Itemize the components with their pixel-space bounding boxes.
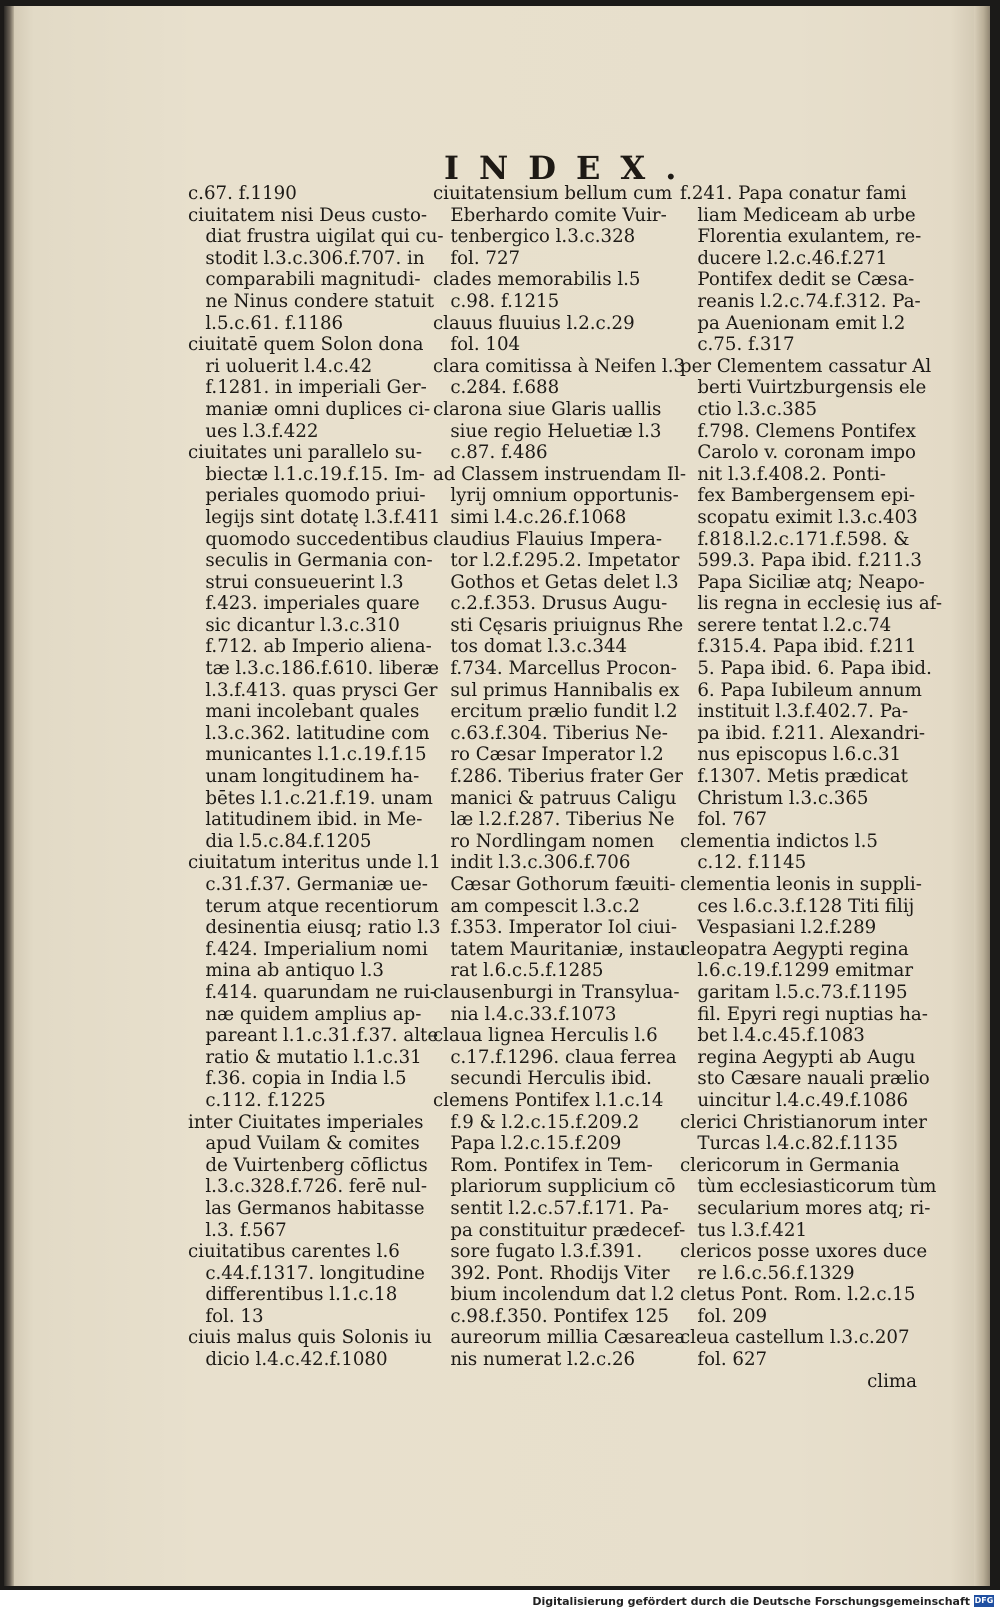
- index-line: Papa Siciliæ atq; Neapo-: [680, 571, 925, 593]
- index-line: fol. 727: [433, 247, 521, 269]
- index-line: lyrij omnium opportunis-: [433, 485, 679, 507]
- index-line: scopatu eximit l.3.c.403: [680, 506, 918, 528]
- index-line: 6. Papa Iubileum annum: [680, 679, 922, 701]
- index-line: latitudinem ibid. in Me-: [188, 809, 423, 831]
- index-line: fol. 13: [188, 1305, 264, 1327]
- index-line: tæ l.3.c.186.f.610. liberæ: [188, 658, 439, 680]
- dfg-logo-icon: DFG: [974, 1596, 994, 1605]
- index-line: c.63.f.304. Tiberius Ne-: [433, 722, 668, 744]
- index-line: tus l.3.f.421: [680, 1219, 808, 1241]
- index-line: desinentia eiusq; ratio l.3: [188, 917, 441, 939]
- index-line: apud Vuilam & comites: [188, 1133, 420, 1155]
- index-line: 599.3. Papa ibid. f.211.3: [680, 550, 922, 572]
- index-line: seculis in Germania con-: [188, 550, 433, 572]
- index-line: l.3.c.362. latitudine com: [188, 722, 430, 744]
- index-line: l.3.f.413. quas prysci Ger: [188, 679, 438, 701]
- index-line: inter Ciuitates imperiales: [188, 1111, 424, 1133]
- index-line: ciuis malus quis Solonis iu: [188, 1327, 433, 1349]
- index-line: c.98. f.1215: [433, 290, 560, 312]
- index-line: secularium mores atq; ri-: [680, 1197, 931, 1219]
- index-line: sul primus Hannibalis ex: [433, 679, 680, 701]
- index-line: læ l.2.f.287. Tiberius Ne: [433, 809, 675, 831]
- index-column-1: [188, 183, 444, 1371]
- index-line: tos domat l.3.c.344: [433, 636, 628, 658]
- index-line: ciuitatibus carentes l.6: [188, 1241, 400, 1263]
- index-line: f.734. Marcellus Procon-: [433, 658, 677, 680]
- page-header: INDEX.: [444, 149, 697, 187]
- index-line: comparabili magnitudi-: [188, 269, 421, 291]
- index-line: sore fugato l.3.f.391.: [433, 1241, 643, 1263]
- index-line: tatem Mauritaniæ, instau: [433, 938, 687, 960]
- index-line: clementia indictos l.5: [680, 830, 878, 852]
- index-line: ues l.3.f.422: [188, 420, 319, 442]
- index-line: fex Bambergensem epi-: [680, 485, 916, 507]
- index-line: c.98.f.350. Pontifex 125: [433, 1305, 669, 1327]
- index-line: clauus fluuius l.2.c.29: [433, 312, 635, 334]
- index-line: f.315.4. Papa ibid. f.211: [680, 636, 917, 658]
- index-line: clericorum in Germania: [680, 1154, 900, 1176]
- index-line: Eberhardo comite Vuir-: [433, 204, 667, 226]
- index-line: rat l.6.c.5.f.1285: [433, 960, 604, 982]
- index-line: claudius Flauius Impera-: [433, 528, 663, 550]
- index-line: c.2.f.353. Drusus Augu-: [433, 593, 668, 615]
- index-line: differentibus l.1.c.18: [188, 1284, 398, 1306]
- index-line: cleua castellum l.3.c.207: [680, 1327, 910, 1349]
- index-line: clemens Pontifex l.1.c.14: [433, 1089, 664, 1111]
- index-line: maniæ omni duplices ci-: [188, 398, 431, 420]
- index-line: clara comitissa à Neifen l.3: [433, 355, 686, 377]
- index-line: c.67. f.1190: [188, 183, 297, 204]
- index-line: per Clementem cassatur Al: [680, 355, 932, 377]
- index-line: f.286. Tiberius frater Ger: [433, 766, 683, 788]
- index-line: c.44.f.1317. longitudine: [188, 1262, 425, 1284]
- index-line: biectæ l.1.c.19.f.15. Im-: [188, 463, 425, 485]
- index-line: ciuitatum interitus unde l.1: [188, 852, 441, 874]
- index-line: c.17.f.1296. claua ferrea: [433, 1046, 677, 1068]
- index-line: f.818.l.2.c.171.f.598. &: [680, 528, 910, 550]
- index-line: tenbergico l.3.c.328: [433, 226, 636, 248]
- index-line: ciuitatem nisi Deus custo-: [188, 204, 428, 226]
- index-line: Gothos et Getas delet l.3: [433, 571, 679, 593]
- index-line: instituit l.3.f.402.7. Pa-: [680, 701, 909, 723]
- index-line: Cæsar Gothorum fæuiti-: [433, 874, 676, 895]
- index-line: nis numerat l.2.c.26: [433, 1349, 636, 1371]
- index-line: secundi Herculis ibid.: [433, 1068, 652, 1090]
- index-line: siue regio Heluetiæ l.3: [433, 420, 662, 442]
- index-line: c.12. f.1145: [680, 852, 807, 874]
- index-line: Pontifex dedit se Cæsa-: [680, 269, 915, 291]
- index-line: Carolo v. coronam impo: [680, 442, 916, 464]
- index-line: plariorum supplicium cō: [433, 1176, 676, 1198]
- index-line: sic dicantur l.3.c.310: [188, 614, 400, 636]
- index-line: re l.6.c.56.f.1329: [680, 1262, 855, 1284]
- index-line: berti Vuirtzburgensis ele: [680, 377, 927, 399]
- index-line: f.9 & l.2.c.15.f.209.2: [433, 1111, 640, 1133]
- index-line: cletus Pont. Rom. l.2.c.15: [680, 1284, 916, 1306]
- index-line: f.424. Imperialium nomi: [188, 938, 428, 960]
- index-line: ces l.6.c.3.f.128 Titi filij: [680, 895, 915, 917]
- index-line: pa Auenionam emit l.2: [680, 312, 906, 334]
- index-line: pareant l.1.c.31.f.37. alte: [188, 1025, 439, 1047]
- index-line: ctio l.3.c.385: [680, 398, 818, 420]
- index-line: legijs sint dotatę l.3.f.411: [188, 506, 441, 528]
- index-line: ciuitatensium bellum cum: [433, 183, 673, 204]
- index-line: 392. Pont. Rhodijs Viter: [433, 1262, 670, 1284]
- index-line: fol. 209: [680, 1305, 768, 1327]
- index-column-3: [680, 183, 942, 1392]
- index-line: l.6.c.19.f.1299 emitmar: [680, 960, 914, 982]
- index-line: mina ab antiquo l.3: [188, 960, 384, 982]
- index-line: c.87. f.486: [433, 442, 548, 464]
- index-line: sentit l.2.c.57.f.171. Pa-: [433, 1197, 669, 1219]
- index-line: ri uoluerit l.4.c.42: [188, 355, 373, 377]
- index-line: f.423. imperiales quare: [188, 593, 420, 615]
- index-line: am compescit l.3.c.2: [433, 895, 640, 917]
- index-line: f.36. copia in India l.5: [188, 1068, 407, 1090]
- index-line: f.353. Imperator Iol ciui-: [433, 917, 678, 939]
- index-line: lis regna in ecclesię ius af-: [680, 593, 942, 615]
- catchword: clima: [867, 1370, 917, 1392]
- index-line: reanis l.2.c.74.f.312. Pa-: [680, 290, 921, 312]
- index-line: ducere l.2.c.46.f.271: [680, 247, 888, 269]
- index-line: sti Cęsaris priuignus Rhe: [433, 614, 684, 636]
- index-line: Vespasiani l.2.f.289: [680, 917, 877, 939]
- index-line: ro Cæsar Imperator l.2: [433, 744, 664, 766]
- index-line: cleopatra Aegypti regina: [680, 938, 909, 960]
- index-line: municantes l.1.c.19.f.15: [188, 744, 427, 766]
- index-line: Florentia exulantem, re-: [680, 226, 922, 248]
- index-line: ratio & mutatio l.1.c.31: [188, 1046, 422, 1068]
- page-edge: [974, 6, 990, 1586]
- index-line: f.1281. in imperiali Ger-: [188, 377, 427, 399]
- index-line: Rom. Pontifex in Tem-: [433, 1154, 653, 1176]
- index-line: clementia leonis in suppli-: [680, 874, 922, 895]
- index-line: clarona siue Glaris uallis: [433, 398, 662, 420]
- index-line: manici & patruus Caligu: [433, 787, 677, 809]
- index-line: c.31.f.37. Germaniæ ue-: [188, 874, 428, 895]
- index-line: ne Ninus condere statuit: [188, 290, 435, 312]
- index-line: sto Cæsare nauali prælio: [680, 1068, 930, 1090]
- index-line: serere tentat l.2.c.74: [680, 614, 892, 636]
- index-line: uincitur l.4.c.49.f.1086: [680, 1089, 909, 1111]
- index-line: periales quomodo priui-: [188, 485, 426, 507]
- index-line: clades memorabilis l.5: [433, 269, 641, 291]
- index-line: ciuitates uni parallelo su-: [188, 442, 423, 464]
- index-line: ciuitatē quem Solon dona: [188, 334, 424, 356]
- index-line: quomodo succedentibus: [188, 528, 429, 550]
- index-line: ercitum prælio fundit l.2: [433, 701, 678, 723]
- index-line: garitam l.5.c.73.f.1195: [680, 981, 908, 1003]
- index-line: f.798. Clemens Pontifex: [680, 420, 916, 442]
- index-line: f.241. Papa conatur fami: [680, 183, 907, 204]
- index-line: tor l.2.f.295.2. Impetator: [433, 550, 680, 572]
- index-line: strui consueuerint l.3: [188, 571, 404, 593]
- index-line: nit l.3.f.408.2. Ponti-: [680, 463, 886, 485]
- index-line: stodit l.3.c.306.f.707. in: [188, 247, 425, 269]
- index-line: Papa l.2.c.15.f.209: [433, 1133, 622, 1155]
- index-line: de Vuirtenberg cōflictus: [188, 1154, 428, 1176]
- digitization-credit: Digitalisierung gefördert durch die Deutsche Forschungsgemeinschaft: [532, 1595, 970, 1608]
- index-line: las Germanos habitasse: [188, 1197, 425, 1219]
- index-line: clericos posse uxores duce: [680, 1241, 928, 1263]
- index-line: fil. Epyri regi nuptias ha-: [680, 1003, 928, 1025]
- index-line: diat frustra uigilat qui cu-: [188, 226, 444, 248]
- index-line: Turcas l.4.c.82.f.1135: [680, 1133, 899, 1155]
- index-line: næ quidem amplius ap-: [188, 1003, 422, 1025]
- index-column-2: [433, 183, 687, 1371]
- index-line: nia l.4.c.33.f.1073: [433, 1003, 617, 1025]
- index-line: unam longitudinem ha-: [188, 766, 420, 788]
- index-line: fol. 627: [680, 1349, 768, 1371]
- index-line: l.3. f.567: [188, 1219, 287, 1241]
- index-line: simi l.4.c.26.f.1068: [433, 506, 627, 528]
- index-line: c.284. f.688: [433, 377, 560, 399]
- index-line: pa ibid. f.211. Alexandri-: [680, 722, 926, 744]
- book-spine: [4, 6, 14, 1586]
- index-line: claua lignea Herculis l.6: [433, 1025, 658, 1047]
- index-line: bet l.4.c.45.f.1083: [680, 1025, 865, 1047]
- index-line: indit l.3.c.306.f.706: [433, 852, 631, 874]
- index-line: nus episcopus l.6.c.31: [680, 744, 902, 766]
- index-line: regina Aegypti ab Augu: [680, 1046, 916, 1068]
- index-line: l.5.c.61. f.1186: [188, 312, 344, 334]
- index-line: f.414. quarundam ne rui-: [188, 981, 436, 1003]
- index-line: c.75. f.317: [680, 334, 795, 356]
- index-line: ro Nordlingam nomen: [433, 830, 655, 852]
- index-line: tùm ecclesiasticorum tùm: [680, 1176, 937, 1198]
- index-line: ad Classem instruendam Il-: [433, 463, 687, 485]
- index-line: bētes l.1.c.21.f.19. unam: [188, 787, 433, 809]
- index-line: 5. Papa ibid. 6. Papa ibid.: [680, 658, 932, 680]
- index-line: bium incolendum dat l.2: [433, 1284, 675, 1306]
- index-line: c.112. f.1225: [188, 1089, 326, 1111]
- index-line: dicio l.4.c.42.f.1080: [188, 1349, 388, 1371]
- index-line: Christum l.3.c.365: [680, 787, 869, 809]
- index-line: terum atque recentiorum: [188, 895, 439, 917]
- index-line: mani incolebant quales: [188, 701, 420, 723]
- index-line: l.3.c.328.f.726. ferē nul-: [188, 1176, 428, 1198]
- index-line: f.1307. Metis prædicat: [680, 766, 908, 788]
- index-line: clausenburgi in Transylua-: [433, 981, 680, 1003]
- index-line: f.712. ab Imperio aliena-: [188, 636, 432, 658]
- index-line: clerici Christianorum inter: [680, 1111, 927, 1133]
- index-line: aureorum millia Cæsarea: [433, 1327, 686, 1349]
- index-line: pa constituitur prædecef-: [433, 1219, 686, 1241]
- index-line: fol. 767: [680, 809, 768, 831]
- index-line: dia l.5.c.84.f.1205: [188, 830, 372, 852]
- index-line: liam Mediceam ab urbe: [680, 204, 916, 226]
- index-line: fol. 104: [433, 334, 521, 356]
